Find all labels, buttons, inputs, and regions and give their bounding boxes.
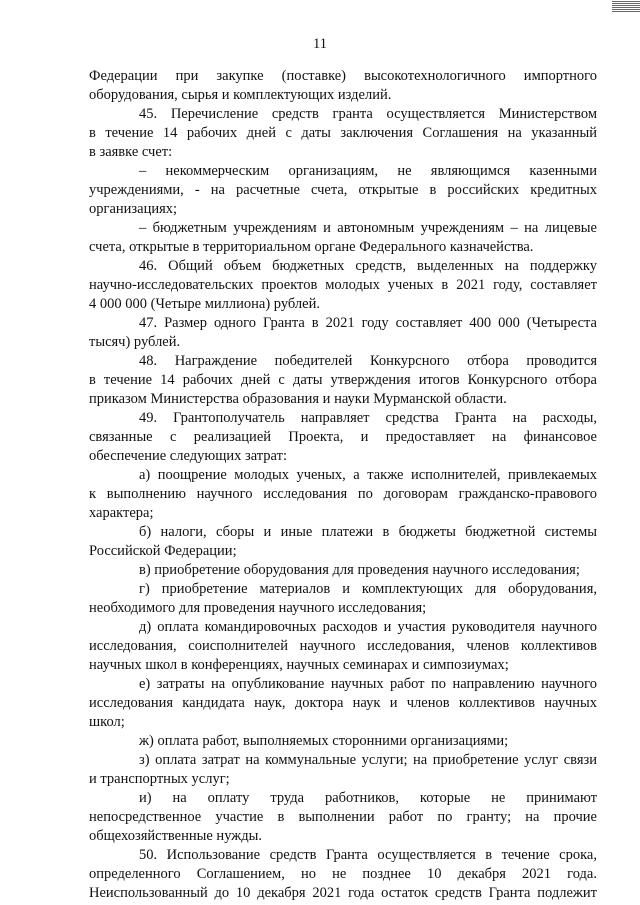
text-line: учреждениями, - на расчетные счета, открытые в российских кредитных <box>89 182 597 198</box>
text-line: Федерации при закупке (поставке) высокотехнологичного импортного <box>89 68 597 84</box>
text-line: 46. Общий объем бюджетных средств, выделенных на поддержку <box>139 258 597 274</box>
text-line: ж) оплата работ, выполняемых сторонними организациями; <box>139 733 509 749</box>
text-line: а) поощрение молодых ученых, а также исполнителей, привлекаемых <box>139 467 597 483</box>
text-line: школ; <box>89 714 125 730</box>
document-body <box>89 67 597 903</box>
text-line: 49. Грантополучатель направляет средства Гранта на расходы, <box>139 410 597 426</box>
text-line: 48. Награждение победителей Конкурсного отбора проводится <box>139 353 597 369</box>
text-line: общехозяйственные нужды. <box>89 828 263 844</box>
text-line: необходимого для проведения научного исследования; <box>89 600 427 616</box>
text-line: обеспечение следующих затрат: <box>89 448 287 464</box>
page-number: 11 <box>313 36 327 52</box>
text-line: тысяч) рублей. <box>89 334 181 350</box>
text-line: е) затраты на опубликование научных работ по направлению научного <box>139 676 597 692</box>
text-line: научно-исследовательских проектов молодых ученых в 2021 году, составляет <box>89 277 597 293</box>
text-line: и транспортных услуг; <box>89 771 230 787</box>
text-line: и) на оплату труда работников, которые не принимают <box>139 790 597 806</box>
text-line: характера; <box>89 505 154 521</box>
text-line: в течение 14 рабочих дней с даты заключения Соглашения на указанный <box>89 125 597 141</box>
text-line: д) оплата командировочных расходов и участия руководителя научного <box>139 619 597 635</box>
text-line: 47. Размер одного Гранта в 2021 году составляет 400 000 (Четыреста <box>139 315 597 331</box>
text-line: б) налоги, сборы и иные платежи в бюджеты бюджетной системы <box>139 524 597 540</box>
text-line: – некоммерческим организациям, не являющимся казенными <box>139 163 597 179</box>
text-line: Российской Федерации; <box>89 543 237 559</box>
text-line: организациях; <box>89 201 178 217</box>
text-line: оборудования, сырья и комплектующих изделий. <box>89 87 392 103</box>
text-line: исследования кандидата наук, доктора наук и членов коллективов научных <box>89 695 597 711</box>
text-line: связанные с реализацией Проекта, и предоставляет на финансовое <box>89 429 597 445</box>
text-line: исследования, соисполнителей научного исследования, членов коллективов <box>89 638 597 654</box>
text-line: – бюджетным учреждениям и автономным учреждениям – на лицевые <box>139 220 597 236</box>
text-line: в заявке счет: <box>89 144 173 160</box>
text-line: 45. Перечисление средств гранта осуществляется Министерством <box>139 106 597 122</box>
text-line: приказом Министерства образования и науки Мурманской области. <box>89 391 507 407</box>
text-line: г) приобретение материалов и комплектующих для оборудования, <box>139 581 597 597</box>
text-line: непосредственное участие в выполнении работ по гранту; на прочие <box>89 809 597 825</box>
text-line: в течение 14 рабочих дней с даты утверждения итогов Конкурсного отбора <box>89 372 597 388</box>
text-line: з) оплата затрат на коммунальные услуги; на приобретение услуг связи <box>139 752 597 768</box>
text-line: Неиспользованный до 10 декабря 2021 года остаток средств Гранта подлежит <box>89 885 597 901</box>
text-line: научных школ в конференциях, научных семинарах и симпозиумах; <box>89 657 509 673</box>
text-line: счета, открытые в территориальном органе Федерального казначейства. <box>89 239 534 255</box>
text-line: 50. Использование средств Гранта осуществляется в течение срока, <box>139 847 597 863</box>
text-line: к выполнению научного исследования по договорам гражданско-правового <box>89 486 597 502</box>
text-line: в) приобретение оборудования для проведения научного исследования; <box>139 562 580 578</box>
corner-scan-mark <box>612 0 640 14</box>
text-line: 4 000 000 (Четыре миллиона) рублей. <box>89 296 320 312</box>
text-line: определенного Соглашением, но не позднее 10 декабря 2021 года. <box>89 866 597 882</box>
